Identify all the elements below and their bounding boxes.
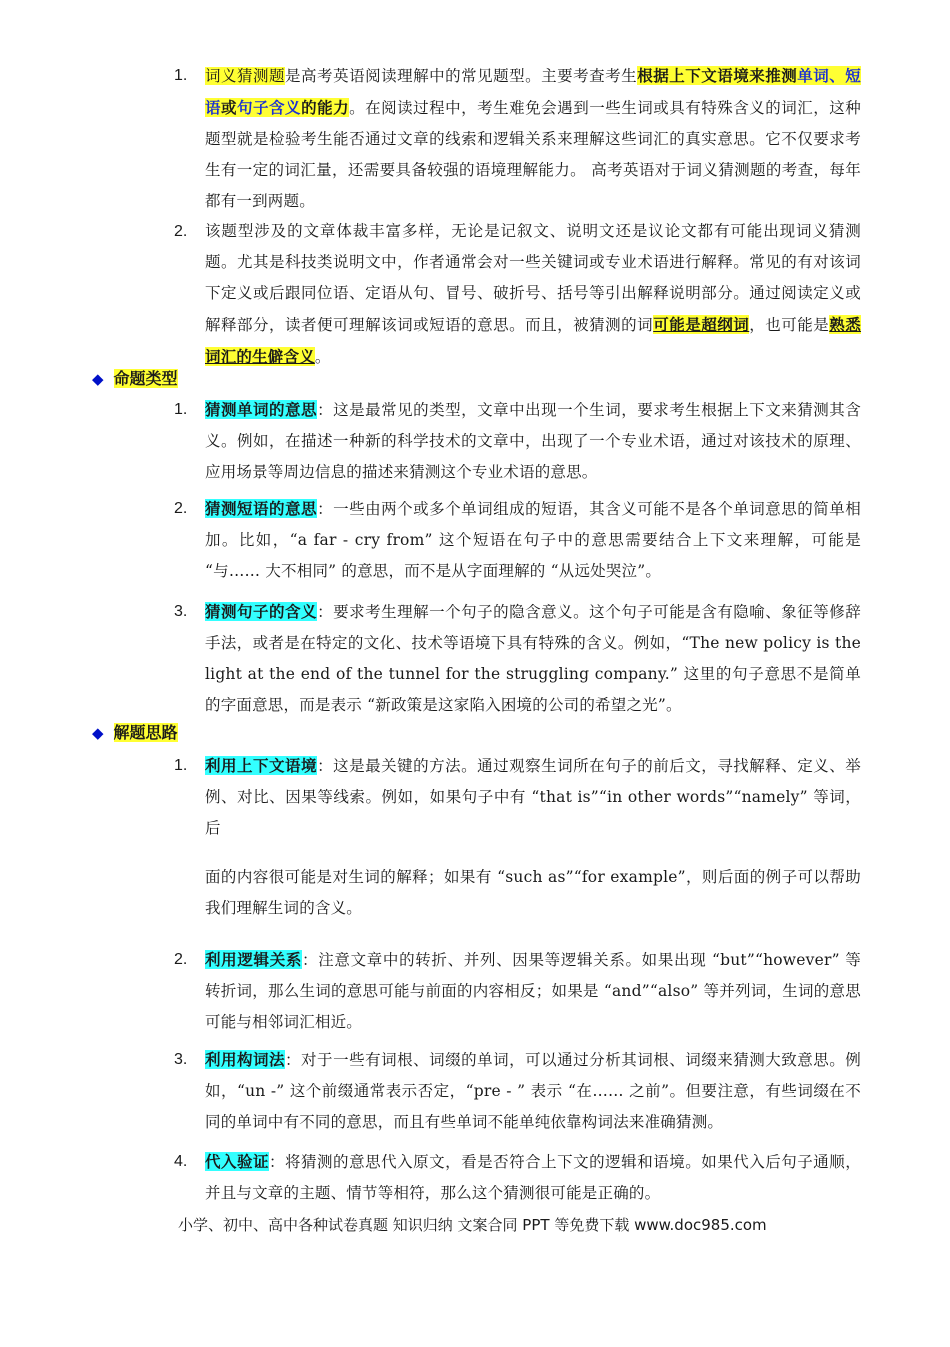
highlighted-text: 猜测单词的意思 — [205, 400, 318, 419]
item-text — [205, 1146, 861, 1209]
highlighted-text: 猜测短语的意思 — [205, 499, 318, 518]
item-text — [205, 60, 861, 217]
highlighted-text: 利用上下文语境 — [205, 756, 318, 775]
item-number: 1. — [174, 757, 188, 774]
text-run: ：注意文章中的转折、并列、因果等逻辑关系。如果出现 “but”“however” 等转折词，那么生词的意思可能与前面的内容相反；如果是 “and”“also” 等并列词，生词的意思可能与相邻词汇相近。 — [205, 951, 861, 1031]
diamond-bullet-icon: ◆ — [92, 724, 104, 742]
section-title: 解题思路 — [113, 723, 178, 742]
section-heading-question-types — [92, 368, 178, 390]
highlighted-text: 可能是超纲词 — [653, 315, 750, 334]
section-title: 命题类型 — [113, 369, 178, 388]
text-run: 。在阅读过程中，考生难免会遇到一些生词或具有特殊含义的词汇，这种题型就是检验考生能否通过文章的线索和逻辑关系来理解这些词汇的真实意思。它不仅要求考生有一定的词汇量，还需要具备较强的语境理解能力。 高考英语对于词义猜测题的考查，每年都有一到两题。 — [205, 99, 862, 210]
item-text-continuation: 面的内容很可能是对生词的解释；如果有 “such as”“for example”，则后面的例子可以帮助我们理解生词的含义。 — [205, 868, 861, 917]
highlighted-text: 词义猜测题 — [205, 67, 286, 85]
highlighted-text: 句子含义 — [237, 98, 302, 117]
item-number: 1. — [174, 67, 188, 84]
text-run: ：这是最关键的方法。通过观察生词所在句子的前后文，寻找解释、定义、举例、对比、因果等线索。例如，如果句子中有 “that is”“in other words”“namely” 等词，后 — [205, 757, 861, 837]
highlighted-text: 代入验证 — [205, 1152, 270, 1171]
item-number: 2. — [174, 951, 188, 968]
item-number: 2. — [174, 223, 188, 240]
page-footer: 小学、初中、高中各种试卷真题 知识归纳 文案合同 PPT 等免费下载 www.doc985.com — [178, 1216, 767, 1234]
highlighted-text: 猜测句子的含义 — [205, 602, 318, 621]
highlighted-text: 根据上下文语境来推测 — [637, 66, 798, 85]
highlighted-text: 或 — [221, 98, 238, 117]
highlighted-text: 的能力 — [301, 98, 350, 117]
item-number: 3. — [174, 603, 188, 620]
text-run: ，也可能是 — [749, 316, 830, 334]
item-number: 2. — [174, 500, 188, 517]
item-text — [205, 1044, 861, 1138]
item-number: 1. — [174, 401, 188, 418]
item-text — [205, 596, 861, 721]
text-run: ：要求考生理解一个句子的隐含意义。这个句子可能是含有隐喻、象征等修辞手法，或者是在特定的文化、技术等语境下具有特殊的含义。例如，“The new policy is the light at the end of the tunnel for the struggling company.” 这里的句子意思不是简单的字面意思，而是表示 “新政策是这家陷入困境的公司的希望之光”。 — [205, 603, 861, 714]
highlighted-text: 利用构词法 — [205, 1050, 286, 1069]
highlighted-text: 熟悉词汇的生僻含义 — [205, 315, 862, 366]
text-run: ：将猜测的意思代入原文，看是否符合上下文的逻辑和语境。如果代入后句子通顺，并且与文章的主题、情节等相符，那么这个猜测很可能是正确的。 — [205, 1153, 861, 1202]
text-run: ：一些由两个或多个单词组成的短语，其含义可能不是各个单词意思的简单相加。比如，“a far - cry from” 这个短语在句子中的意思需要结合上下文来理解，可能是 “与…… 大不相同” 的意思，而不是从字面理解的 “从远处哭泣”。 — [205, 500, 861, 580]
text-run: 是高考英语阅读理解中的常见题型。主要考查考生 — [285, 67, 638, 85]
item-text — [205, 944, 861, 1038]
text-run: ：这是最常见的类型，文章中出现一个生词，要求考生根据上下文来猜测其含义。例如，在描述一种新的科学技术的文章中，出现了一个专业术语，通过对该技术的原理、应用场景等周边信息的描述来猜测这个专业术语的意思。 — [205, 401, 861, 481]
text-run: ：对于一些有词根、词缀的单词，可以通过分析其词根、词缀来猜测大致意思。例如，“un -” 这个前缀通常表示否定，“pre - ” 表示 “在…… 之前”。但要注意，有些词缀在不同的单词中有不同的意思，而且有些单词不能单纯依靠构词法来准确猜测。 — [205, 1051, 861, 1131]
highlighted-text: 单词、短语 — [205, 66, 861, 117]
item-text — [205, 216, 861, 373]
item-text — [205, 394, 861, 488]
highlighted-text: 利用逻辑关系 — [205, 950, 303, 969]
item-text — [205, 750, 861, 844]
item-text — [205, 493, 861, 587]
text-run: 。 — [314, 348, 331, 366]
diamond-bullet-icon: ◆ — [92, 370, 104, 388]
item-number: 4. — [174, 1153, 188, 1170]
section-heading-solving-approach — [92, 722, 178, 744]
text-run: 该题型涉及的文章体裁丰富多样，无论是记叙文、说明文还是议论文都有可能出现词义猜测题。尤其是科技类说明文中，作者通常会对一些关键词或专业术语进行解释。常见的有对该词下定义或后跟同位语、定语从句、冒号、破折号、括号等引出解释说明部分。通过阅读定义或解释部分，读者便可理解该词或短语的意思。而且，被猜测的词 — [205, 222, 861, 334]
item-number: 3. — [174, 1051, 188, 1068]
